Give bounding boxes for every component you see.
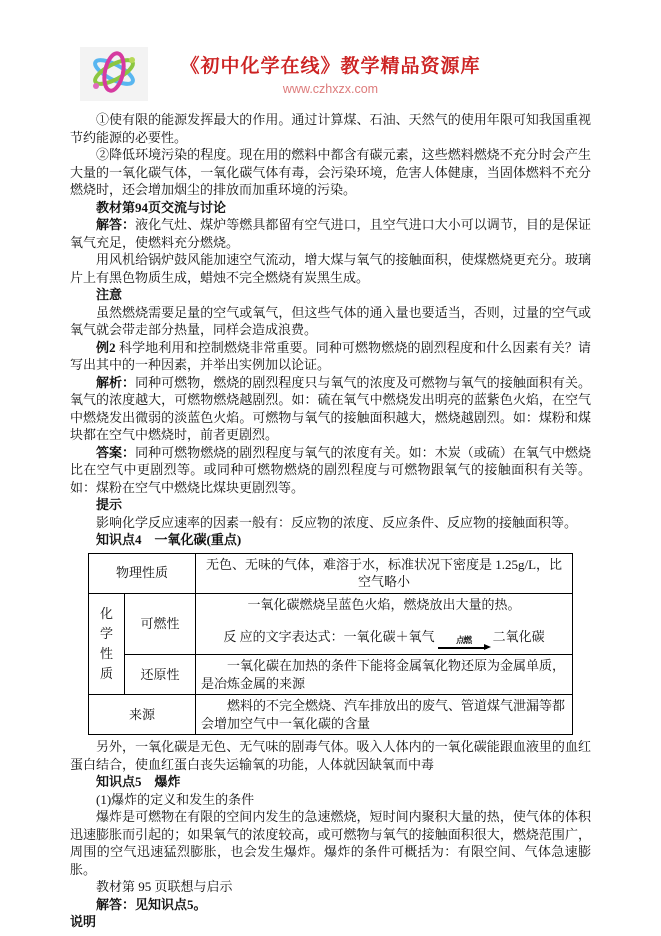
paragraph-energy-use: ①使有限的能源发挥最大的作用。通过计算煤、石油、天然气的使用年限可知我国重视节约能源的必要性。 [70, 112, 591, 145]
site-logo [80, 47, 148, 101]
document-body [70, 111, 591, 931]
heading-textbook-p94: 教材第94页交流与讨论 [96, 199, 227, 215]
source-label: 来源 [89, 695, 196, 735]
final-answer-text: 同种可燃物燃烧的剧烈程度与氧气的浓度有关。如：木炭（或硫）在氧气中燃烧比在空气中更剧烈等。或同种可燃物燃烧的剧烈程度与可燃物跟氧气的接触面积有关等。如：煤粉在空气中燃烧比煤块更剧烈等。 [70, 444, 591, 495]
carbon-monoxide-table [88, 553, 573, 736]
analysis-text: 同种可燃物，燃烧的剧烈程度只与氧气的浓度及可燃物与氧气的接触面积有关。氧气的浓度越大，可燃物燃烧越剧烈。如：硫在氧气中燃烧发出明亮的蓝紫色火焰，在空气中燃烧发出微弱的淡蓝色火焰。可燃物与氧气的接触面积越大，燃烧越剧烈。如：煤粉和煤块都在空气中燃烧时，前者更剧烈。 [70, 374, 591, 442]
example2-lead: 例2 [96, 339, 116, 355]
ignite-condition: 点燃 [456, 635, 472, 645]
source-value: 燃料的不完全燃烧、汽车排放出的废气、管道煤气泄漏等都会增加空气中一氧化碳的含量 [196, 695, 573, 735]
paragraph-co-toxicity: 另外，一氧化碳是无色、无气味的剧毒气体。吸入人体内的一氧化碳能跟血液里的血红蛋白结合，使血红蛋白丧失运输氧的功能，人体就因缺氧而中毒 [70, 739, 591, 772]
paragraph-final-answer [70, 444, 591, 497]
answer-text: 液化气灶、煤炉等燃具都留有空气进口，且空气进口大小可以调节，目的是保证氧气充足，使燃料充分燃烧。 [70, 217, 591, 250]
paragraph-textbook-p95: 教材第 95 页联想与启示 [96, 879, 233, 894]
paragraph-explosion-text: 爆炸是可燃物在有限的空间内发生的急速燃烧，短时间内聚积大量的热，使气体的体积迅速膨胀而引起的；如果氧气的浓度较高，或可燃物与氧气的接触面积很大，燃烧范围广，周围的空气迅速猛烈膨胀，也会发生爆炸。爆炸的条件可概括为：有限空间、气体急速膨胀。 [70, 809, 591, 877]
table-row [89, 593, 573, 655]
equation-suffix: 二氧化碳 [492, 629, 545, 644]
combustion-description: 一氧化碳燃烧呈蓝色火焰，燃烧放出大量的热。 [247, 596, 521, 612]
table-row [89, 655, 573, 695]
reaction-arrow-icon [438, 636, 490, 650]
heading-explanation: 说明 [70, 914, 97, 929]
site-title: 《初中化学在线》教学精品资源库 [180, 56, 481, 77]
physical-properties-value: 无色、无味的气体，难溶于水，标准状况下密度是 1.25g/L，比空气略小 [196, 553, 573, 593]
site-url-link[interactable]: www.czhxzx.com [282, 82, 379, 96]
combustibility-value [196, 593, 573, 655]
table-row [89, 553, 573, 593]
physical-properties-label: 物理性质 [89, 553, 196, 593]
paragraph-analysis [70, 374, 591, 444]
equation-prefix: 反 应的文字表达式：一氧化碳＋氧气 [223, 629, 435, 644]
atom-logo-icon [86, 48, 142, 101]
masthead [70, 45, 591, 96]
example2-text: 科学地利用和控制燃烧非常重要。同种可燃物燃烧的剧烈程度和什么因素有关？请写出其中的一种因素，并举出实例加以论证。 [70, 339, 591, 372]
heading-knowledge-point-5: 知识点5 爆炸 [96, 774, 181, 789]
heading-hint: 提示 [96, 497, 123, 512]
paragraph-answer-p94 [70, 216, 591, 251]
paragraph-fan-boiler: 用风机给锅炉鼓风能加速空气流动，增大煤与氧气的接触面积，使煤燃烧更充分。玻璃片上有黑色物质生成，蜡烛不完全燃烧有炭黑生成。 [70, 252, 591, 285]
paragraph-pollution: ②降低环境污染的程度。现在用的燃料中都含有碳元素，这些燃料燃烧不充分时会产生大量的一氧化碳气体，一氧化碳气体有毒，会污染环境，危害人体健康，当固体燃料不充分燃烧时，还会增加烟尘的排放而加重环境的污染。 [70, 147, 591, 197]
paragraph-explosion-definition: (1)爆炸的定义和发生的条件 [96, 791, 255, 807]
answer-lead: 解答： [96, 217, 136, 232]
analysis-lead: 解析： [96, 374, 136, 390]
table-row [89, 695, 573, 735]
paragraph-note-text: 虽然燃烧需要足量的空气或氧气，但这些气体的通入量也要适当，否则，过量的空气或氧气就会带走部分热量，同样会造成浪费。 [70, 304, 591, 337]
letterhead [70, 45, 591, 102]
chemical-properties-label: 化学性质 [89, 593, 125, 695]
final-answer-lead: 答案： [96, 444, 136, 460]
paragraph-see-kp5: 解答：见知识点5。 [96, 896, 207, 912]
combustibility-label: 可燃性 [125, 593, 196, 655]
heading-note: 注意 [96, 287, 123, 302]
paragraph-example2 [70, 339, 591, 374]
reaction-equation [201, 628, 567, 650]
paragraph-hint-text: 影响化学反应速率的因素一般有：反应物的浓度、反应条件、反应物的接触面积等。 [96, 514, 578, 530]
arrow-shaft [438, 645, 490, 650]
heading-knowledge-point-4: 知识点4 一氧化碳(重点) [96, 532, 242, 547]
reducibility-value: 一氧化碳在加热的条件下能将金属氧化物还原为金属单质，是冶炼金属的来源 [196, 655, 573, 695]
reducibility-label: 还原性 [125, 655, 196, 695]
